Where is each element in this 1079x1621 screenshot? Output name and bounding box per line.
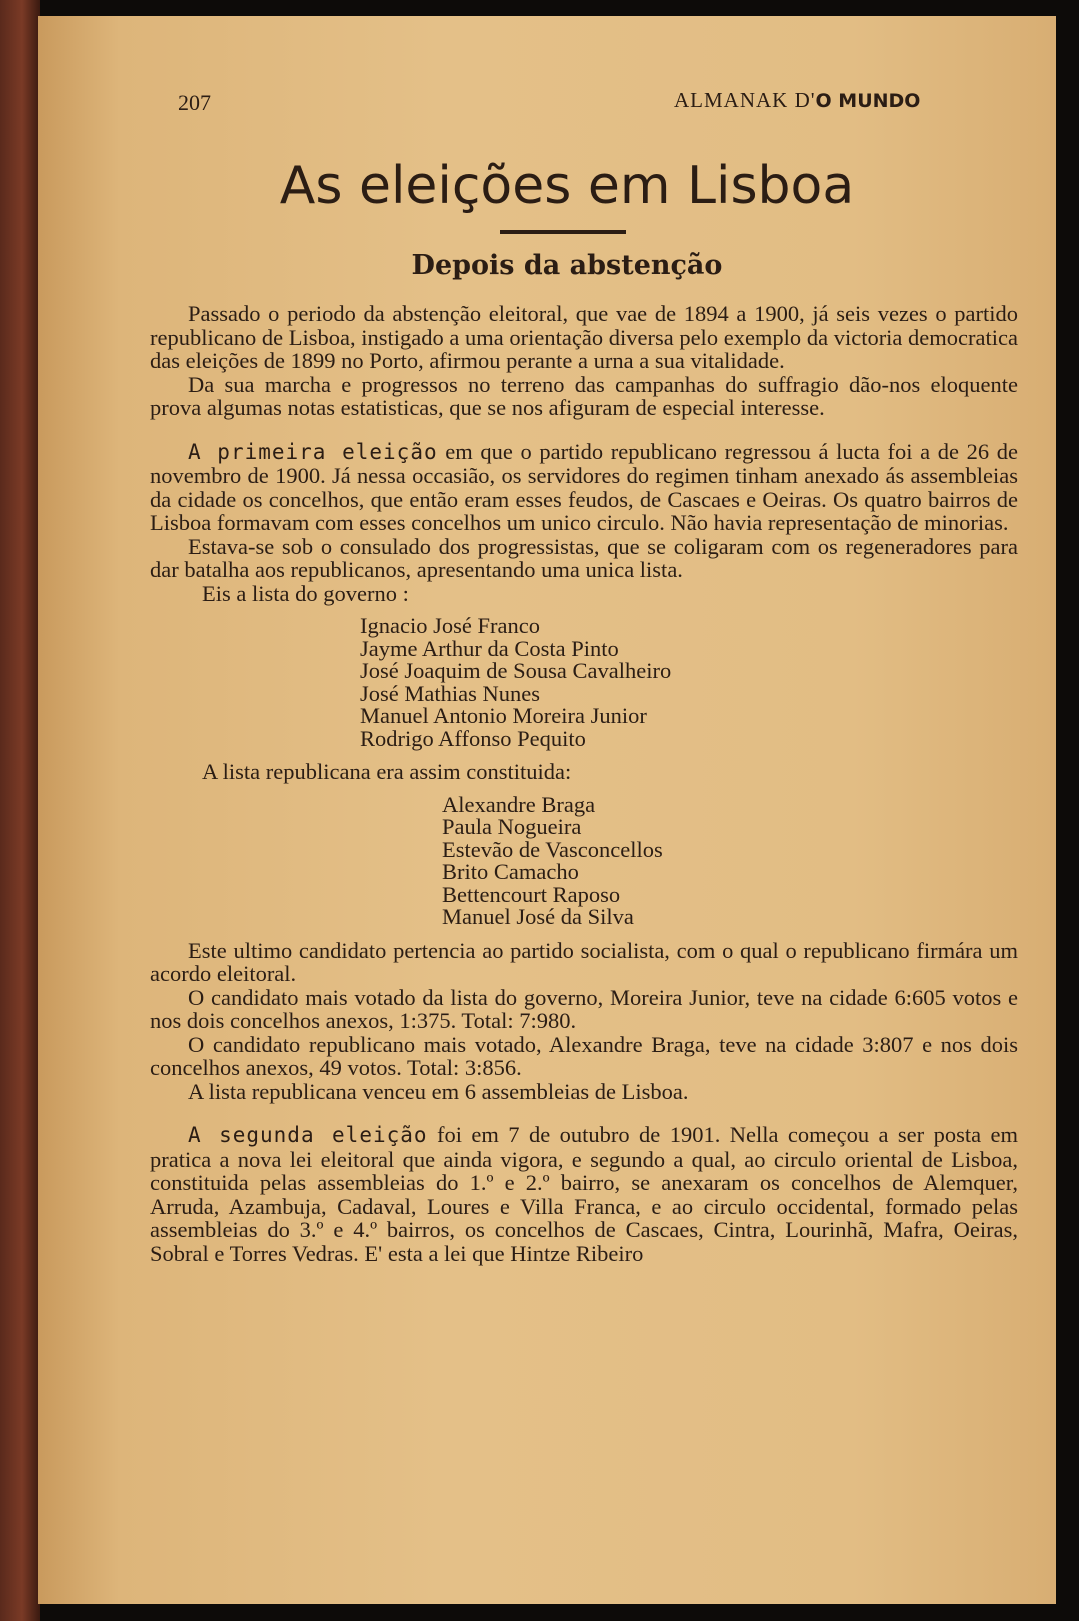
paragraph: Estava-se sob o consulado dos progressistas, que se coligaram com os regeneradores para dar batalha aos republicanos, apresentando uma unica lista. xyxy=(150,533,1018,582)
title-rule xyxy=(500,230,626,234)
list-item: Paula Nogueira xyxy=(442,814,582,839)
republican-list xyxy=(150,791,1018,929)
list-item: Ignacio José Franco xyxy=(360,613,540,638)
paragraph-text: em que o partido republicano regressou á lucta foi a de 26 de novembro de 1900. Já nessa occasião, os servidores do regimen tinham anexado ás assembleias da cidade os concelhos, que então eram esses feudos, de Cascaes e Oeiras. Os quatro bairros de Lisboa formavam com esses concelhos um unico circulo. Não havia representação de minorias. xyxy=(150,438,1018,535)
paragraph: Passado o periodo da abstenção eleitoral, que vae de 1894 a 1900, já seis vezes o partido republicano de Lisboa, instigado a uma orientação diversa pelo exemplo da victoria democratica das eleições de 1899 no Porto, afirmou perante a urna a sua vitalidade. xyxy=(150,301,1018,373)
paragraph: Da sua marcha e progressos no terreno das campanhas do suffragio dão-nos eloquente prova algumas notas estatisticas, que se nos afiguram de especial interesse. xyxy=(150,371,1018,420)
paragraph: O candidato mais votado da lista do governo, Moreira Junior, teve na cidade 6:605 votos e nos dois concelhos anexos, 1:375. Total: 7:980. xyxy=(150,984,1018,1033)
paragraph: O candidato republicano mais votado, Alexandre Braga, teve na cidade 3:807 e nos dois concelhos anexos, 49 votos. Total: 3:856. xyxy=(150,1031,1018,1080)
article-subtitle: Depois da abstenção xyxy=(411,250,723,281)
list-item: Manuel Antonio Moreira Junior xyxy=(360,703,647,728)
running-head xyxy=(38,76,1056,116)
list-item: Rodrigo Affonso Pequito xyxy=(360,725,586,751)
book-spine xyxy=(0,0,40,1621)
list-item: Alexandre Braga xyxy=(442,791,596,817)
paragraph: A lista republicana era assim constituida: xyxy=(202,759,572,784)
section-lead-primeira: A primeira eleição xyxy=(188,439,438,464)
list-item: Manuel José da Silva xyxy=(442,904,634,929)
section-lead-segunda: A segunda eleição xyxy=(188,1123,428,1147)
list-item: Bettencourt Raposo xyxy=(442,881,621,907)
article-title: As eleições em Lisboa xyxy=(279,156,855,216)
list-item: Brito Camacho xyxy=(442,859,579,884)
list-item: Jayme Arthur da Costa Pinto xyxy=(360,635,619,661)
government-list xyxy=(150,615,1018,750)
almanak-text: ALMANAK D' xyxy=(674,88,816,112)
article-body xyxy=(150,302,1018,1265)
paragraph: Eis a lista do governo : xyxy=(202,580,409,606)
paragraph xyxy=(150,1123,1018,1265)
list-item: Estevão de Vasconcellos xyxy=(442,836,663,862)
almanak-brand: O MUNDO xyxy=(815,90,921,112)
paragraph xyxy=(150,440,1018,535)
paragraph: A lista republicana venceu em 6 assembleias de Lisboa. xyxy=(188,1078,689,1104)
list-item: José Mathias Nunes xyxy=(360,680,540,706)
page-number: 207 xyxy=(178,90,211,115)
almanak-title xyxy=(674,88,920,113)
paragraph: Este ultimo candidato pertencia ao partido socialista, com o qual o republicano firmára um acordo eleitoral. xyxy=(150,937,1018,986)
list-item: José Joaquim de Sousa Cavalheiro xyxy=(360,658,672,683)
book-page xyxy=(38,16,1056,1604)
paragraph-text: foi em 7 de outubro de 1901. Nella começou a ser posta em pratica a nova lei eleitoral que ainda vigora, e segundo a qual, ao circulo oriental de Lisboa, constituida pelas assembleias do 1.º e 2.º bairro, se anexaram os concelhos de Alemquer, Arruda, Azambuja, Cadaval, Loures e Villa Franca, e ao circulo occidental, formado pelas assembleias do 3.º e 4.º bairros, os concelhos de Cascaes, Cintra, Lourinhã, Mafra, Oeiras, Sobral e Torres Vedras. E' esta a lei que Hintze Ribeiro xyxy=(150,1122,1018,1266)
